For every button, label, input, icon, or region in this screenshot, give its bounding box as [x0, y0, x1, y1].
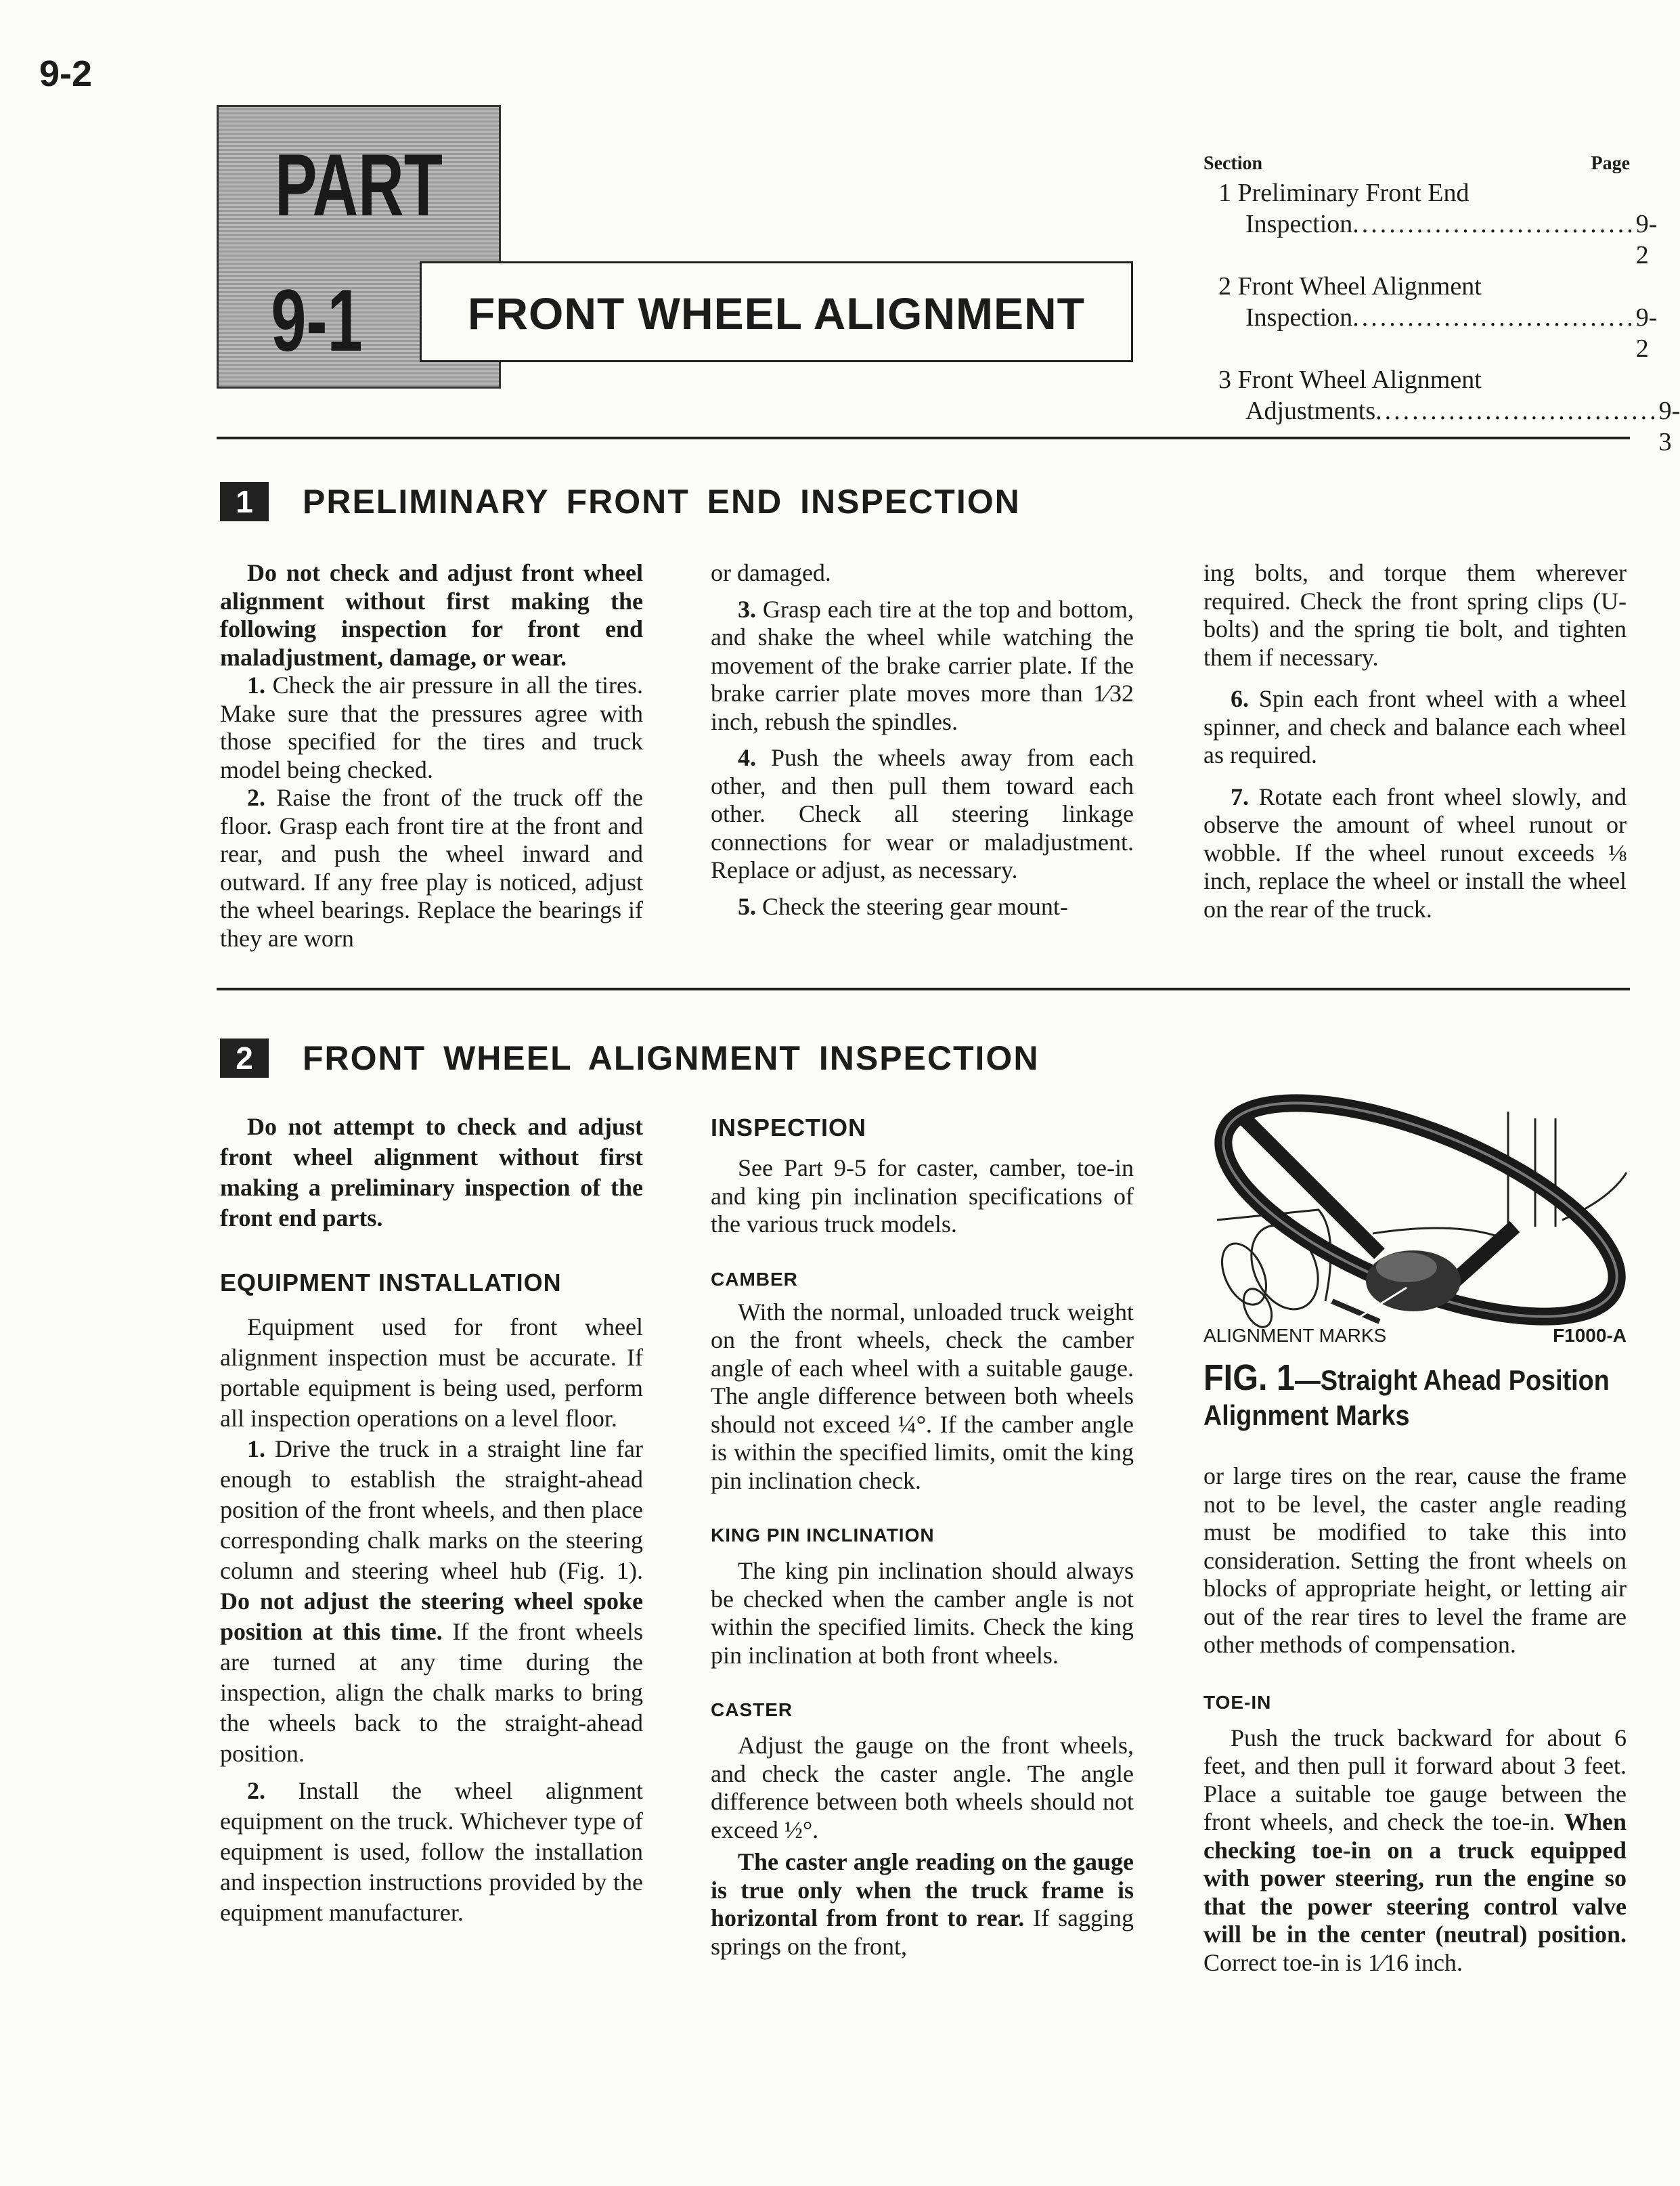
section-number-badge: 1 — [220, 482, 269, 521]
paragraph: The caster angle reading on the gauge is true only when the truck frame is horizontal from front to rear. If sagging springs on the front, — [711, 1848, 1134, 1960]
toc-item: 1 Preliminary Front End Inspection ............................... 9-2 — [1218, 179, 1658, 269]
section-2-heading — [220, 1039, 1039, 1078]
table-of-contents — [1203, 150, 1680, 458]
toc-num: 1 — [1218, 179, 1231, 207]
part-title-box — [420, 261, 1133, 362]
paragraph: Adjust the gauge on the front wheels, and check the caster angle. The angle difference between both wheels should not exceed ½°. — [711, 1732, 1134, 1843]
toc-title-cont: Inspection — [1245, 303, 1353, 332]
section-title: FRONT WHEEL ALIGNMENT INSPECTION — [303, 1039, 1040, 1077]
step: 4. Push the wheels away from each other, and then pull them toward each other. Check all steering linkage connections for wear or maladjustment. Replace or adjust, as necessary. — [711, 744, 1134, 883]
figure-1 — [1203, 1098, 1630, 1433]
subheading-caster: CASTER — [711, 1699, 793, 1720]
toc-title-cont: Adjustments — [1245, 397, 1376, 425]
paragraph: The king pin inclination should always be checked when the camber angle is not within the specified limits. Check the king pin inclination at both front wheels. — [711, 1557, 1134, 1669]
subheading-camber: CAMBER — [711, 1268, 798, 1290]
section-1-heading — [220, 482, 1021, 521]
step: 3. Grasp each tire at the top and bottom, and shake the wheel while watching the movement of the brake carrier plate. If the brake carrier plate moves more than 1⁄32 inch, rebush the spindles. — [711, 595, 1134, 735]
section-2-column-2 — [711, 1114, 1134, 1961]
toc-section-label: Section — [1203, 153, 1263, 174]
part-word: PART — [275, 135, 443, 234]
step-continued: or damaged. — [711, 559, 831, 586]
toc-page: 9-2 — [1635, 303, 1658, 363]
toc-title: Front Wheel Alignment — [1237, 272, 1482, 301]
section-2-column-3 — [1203, 1462, 1627, 1977]
paragraph: See Part 9-5 for caster, camber, toe-in and king pin inclination specifications of the various truck models. — [711, 1154, 1134, 1238]
section-1-column-2 — [711, 559, 1134, 921]
toc-title: Preliminary Front End — [1237, 179, 1469, 207]
steering-wheel-illustration — [1203, 1098, 1630, 1321]
toc-title-cont: Inspection — [1245, 210, 1353, 238]
toc-num: 3 — [1218, 366, 1231, 394]
subheading-equipment: EQUIPMENT INSTALLATION — [220, 1269, 562, 1296]
step: 1. Drive the truck in a straight line far enough to establish the straight-ahead position of the front wheels, and then place corresponding chalk marks on the steering column and steering wheel hub (Fig. 1). Do not adjust the steering wheel spoke position at this time. If the front wheels are turned at any time during the inspection, align the chalk marks to bring the wheels back to the straight-ahead position. — [220, 1435, 643, 1767]
section-2-column-1 — [220, 1112, 643, 1928]
toc-page: 9-2 — [1635, 210, 1658, 269]
figure-labels — [1203, 1325, 1627, 1347]
paragraph: Equipment used for front wheel alignment inspection must be accurate. If portable equipment is being used, perform all inspection operations on a level floor. — [220, 1313, 643, 1432]
toc-item: 3 Front Wheel Alignment Adjustments ............................... 9-3 — [1218, 366, 1680, 456]
toc-page: 9-3 — [1658, 397, 1680, 456]
step: 7. Rotate each front wheel slowly, and observe the amount of wheel runout or wobble. If the wheel runout exceeds ⅛ inch, replace the wheel or install the wheel on the rear of the truck. — [1203, 783, 1627, 923]
step-continued: ing bolts, and torque them wherever required. Check the front spring clips (U-bolts) and the spring tie bolt, and tighten them if necessary. — [1203, 559, 1627, 671]
step: 1. Check the air pressure in all the tires. Make sure that the pressures agree with those specified for the tires and truck model being checked. — [220, 672, 643, 783]
intro-paragraph: Do not attempt to check and adjust front wheel alignment without first making a preliminary inspection of the front end parts. — [220, 1113, 643, 1231]
step: 2. Raise the front of the truck off the floor. Grasp each front tire at the front and rear, and push the wheel inward and outward. If any free play is noticed, adjust the wheel bearings. Replace the bearings if they are worn — [220, 784, 644, 952]
subheading-toe-in: TOE-IN — [1203, 1691, 1272, 1713]
toc-page-label: Page — [1591, 153, 1630, 174]
step: 6. Spin each front wheel with a wheel spinner, and check and balance each wheel as required. — [1203, 685, 1627, 768]
step: 5. Check the steering gear mount- — [738, 892, 1068, 920]
section-1-column-1 — [220, 559, 643, 953]
divider — [217, 988, 1630, 990]
toc-item: 2 Front Wheel Alignment Inspection ............................... 9-2 — [1218, 272, 1658, 363]
paragraph-continued: or large tires on the rear, cause the frame not to be level, the caster angle reading must be modified to take this into consideration. Setting the front wheels on blocks of appropriate height, or letting air out of the rear tires to level the frame are other methods of compensation. — [1203, 1462, 1627, 1658]
section-1-column-3 — [1203, 559, 1627, 923]
toc-title: Front Wheel Alignment — [1237, 366, 1482, 394]
intro-paragraph: Do not check and adjust front wheel alignment without first making the following inspection for front end maladjustment, damage, or wear. — [220, 559, 643, 671]
toc-num: 2 — [1218, 272, 1231, 301]
section-number-badge: 2 — [220, 1039, 269, 1078]
section-title: PRELIMINARY FRONT END INSPECTION — [303, 483, 1021, 521]
subheading-inspection: INSPECTION — [711, 1114, 867, 1141]
paragraph: With the normal, unloaded truck weight on the front wheels, check the camber angle of each wheel with a suitable gauge. The angle difference between both wheels should not exceed ¼°. If the camber angle is within the specified limits, omit the king pin inclination check. — [711, 1298, 1134, 1494]
page-number: 9-2 — [39, 53, 93, 94]
figure-callout: ALIGNMENT MARKS — [1203, 1325, 1387, 1346]
divider — [217, 437, 1630, 439]
part-number: 9-1 — [271, 271, 363, 370]
figure-code: F1000-A — [1553, 1325, 1627, 1346]
figure-caption: FIG. 1—Straight Ahead Position Alignment Marks — [1203, 1357, 1610, 1431]
paragraph: Push the truck backward for about 6 feet, and then pull it forward about 3 feet. Place a suitable toe gauge between the front wheels, and check the toe-in. When checking toe-in on a truck equipped with power steering, run the engine so that the power steering control valve will be in the center (neutral) position. Correct toe-in is 1⁄16 inch. — [1203, 1724, 1627, 1976]
step: 2. Install the wheel alignment equipment on the truck. Whichever type of equipment is used, follow the installation and inspection instructions provided by the equipment manufacturer. — [220, 1777, 643, 1926]
part-title: FRONT WHEEL ALIGNMENT — [468, 288, 1085, 338]
subheading-king-pin: KING PIN INCLINATION — [711, 1525, 935, 1546]
